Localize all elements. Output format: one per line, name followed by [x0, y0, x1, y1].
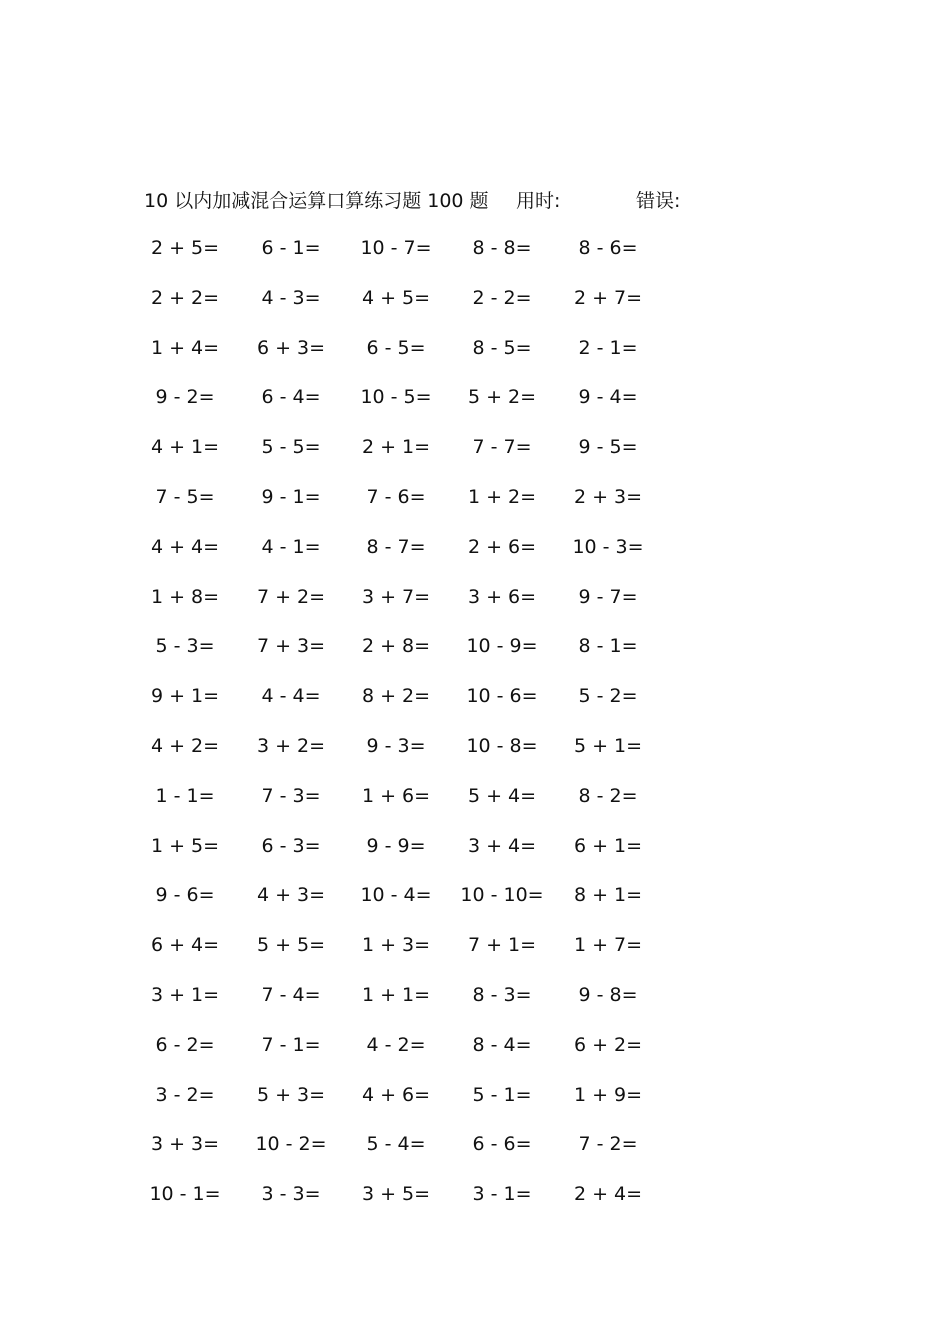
- problem-cell: 8 - 6=: [578, 237, 638, 259]
- problem-cell: 9 - 9=: [366, 834, 426, 857]
- problem-cell: 9 - 5=: [578, 436, 638, 459]
- problem-cell: 8 + 2=: [361, 685, 431, 708]
- problem-cell: 9 + 1=: [150, 685, 220, 708]
- problem-cell: 4 - 3=: [261, 286, 321, 309]
- problem-row: [0, 1180, 950, 1230]
- problem-cell: 3 + 4=: [467, 834, 537, 857]
- problem-cell: 6 - 4=: [261, 386, 321, 409]
- problem-cell: 9 - 7=: [578, 585, 638, 608]
- problem-cell: 6 - 3=: [261, 834, 321, 857]
- problem-row: [0, 881, 950, 931]
- problem-cell: 6 - 2=: [155, 1033, 215, 1056]
- problem-cell: 10 - 8=: [466, 734, 538, 757]
- problem-cell: 9 - 8=: [578, 983, 638, 1006]
- problem-row: [0, 284, 950, 334]
- problem-cell: 4 + 5=: [361, 286, 431, 309]
- problem-cell: 2 + 6=: [467, 535, 537, 558]
- problem-cell: 8 - 1=: [578, 635, 638, 658]
- problem-cell: 9 - 4=: [578, 386, 638, 409]
- problem-cell: 6 - 5=: [366, 336, 426, 359]
- problem-cell: 7 - 6=: [366, 485, 426, 508]
- problem-cell: 3 + 5=: [361, 1183, 431, 1206]
- problem-cell: 1 + 6=: [361, 784, 431, 807]
- problem-cell: 3 + 7=: [361, 585, 431, 608]
- problem-row: [0, 981, 950, 1031]
- problem-cell: 8 - 8=: [472, 237, 532, 259]
- problem-cell: 1 + 8=: [150, 585, 220, 608]
- problem-cell: 8 - 4=: [472, 1033, 532, 1056]
- problem-cell: 3 + 1=: [150, 983, 220, 1006]
- problem-row: [0, 832, 950, 882]
- problem-cell: 1 + 3=: [361, 934, 431, 957]
- time-label: 用时:: [516, 190, 561, 212]
- problem-cell: 1 + 4=: [150, 336, 220, 359]
- problem-grid: [0, 234, 950, 1230]
- problem-cell: 3 + 2=: [256, 734, 326, 757]
- problem-cell: 10 - 7=: [360, 237, 432, 259]
- problem-row: [0, 383, 950, 433]
- problem-cell: 5 + 2=: [467, 386, 537, 409]
- problem-cell: 2 + 7=: [573, 286, 643, 309]
- problem-row: [0, 682, 950, 732]
- problem-row: [0, 483, 950, 533]
- worksheet-title: 10 以内加减混合运算口算练习题 100 题: [144, 190, 489, 212]
- problem-cell: 7 - 2=: [578, 1133, 638, 1156]
- problem-row: [0, 782, 950, 832]
- problem-cell: 1 - 1=: [155, 784, 215, 807]
- problem-row: [0, 1130, 950, 1180]
- problem-cell: 10 - 10=: [460, 884, 544, 907]
- problem-cell: 6 + 4=: [150, 934, 220, 957]
- problem-cell: 6 + 1=: [573, 834, 643, 857]
- problem-cell: 5 - 4=: [366, 1133, 426, 1156]
- errors-label: 错误:: [636, 190, 681, 212]
- problem-cell: 4 - 2=: [366, 1033, 426, 1056]
- problem-cell: 3 - 3=: [261, 1183, 321, 1206]
- problem-cell: 8 - 2=: [578, 784, 638, 807]
- problem-cell: 10 - 4=: [360, 884, 432, 907]
- problem-cell: 7 + 1=: [467, 934, 537, 957]
- problem-row: [0, 632, 950, 682]
- problem-cell: 7 - 3=: [261, 784, 321, 807]
- problem-row: [0, 583, 950, 633]
- problem-cell: 2 - 1=: [578, 336, 638, 359]
- problem-cell: 5 - 3=: [155, 635, 215, 658]
- problem-cell: 9 - 1=: [261, 485, 321, 508]
- problem-cell: 6 - 6=: [472, 1133, 532, 1156]
- problem-row: [0, 1031, 950, 1081]
- problem-cell: 9 - 2=: [155, 386, 215, 409]
- problem-cell: 8 + 1=: [573, 884, 643, 907]
- problem-cell: 8 - 3=: [472, 983, 532, 1006]
- problem-cell: 7 + 3=: [256, 635, 326, 658]
- problem-row: [0, 732, 950, 782]
- problem-cell: 5 - 2=: [578, 685, 638, 708]
- problem-cell: 8 - 5=: [472, 336, 532, 359]
- problem-cell: 6 + 3=: [256, 336, 326, 359]
- problem-cell: 10 - 6=: [466, 685, 538, 708]
- problem-cell: 5 + 4=: [467, 784, 537, 807]
- problem-cell: 2 + 8=: [361, 635, 431, 658]
- problem-cell: 5 + 5=: [256, 934, 326, 957]
- problem-cell: 7 - 1=: [261, 1033, 321, 1056]
- problem-row: [0, 334, 950, 384]
- problem-cell: 8 - 7=: [366, 535, 426, 558]
- problem-row: [0, 234, 950, 284]
- problem-cell: 5 + 1=: [573, 734, 643, 757]
- problem-cell: 9 - 3=: [366, 734, 426, 757]
- problem-cell: 1 + 9=: [573, 1083, 643, 1106]
- problem-cell: 7 - 4=: [261, 983, 321, 1006]
- problem-cell: 9 - 6=: [155, 884, 215, 907]
- problem-cell: 2 + 5=: [150, 237, 220, 259]
- problem-cell: 10 - 9=: [466, 635, 538, 658]
- problem-cell: 5 - 1=: [472, 1083, 532, 1106]
- problem-cell: 6 + 2=: [573, 1033, 643, 1056]
- problem-cell: 5 + 3=: [256, 1083, 326, 1106]
- problem-cell: 7 - 5=: [155, 485, 215, 508]
- problem-cell: 2 + 1=: [361, 436, 431, 459]
- problem-cell: 1 + 7=: [573, 934, 643, 957]
- problem-cell: 3 + 3=: [150, 1133, 220, 1156]
- problem-cell: 5 - 5=: [261, 436, 321, 459]
- problem-cell: 4 + 2=: [150, 734, 220, 757]
- problem-cell: 1 + 1=: [361, 983, 431, 1006]
- problem-cell: 2 + 2=: [150, 286, 220, 309]
- problem-cell: 3 + 6=: [467, 585, 537, 608]
- problem-cell: 2 + 4=: [573, 1183, 643, 1206]
- problem-cell: 4 + 3=: [256, 884, 326, 907]
- problem-cell: 3 - 2=: [155, 1083, 215, 1106]
- problem-row: [0, 1081, 950, 1131]
- problem-cell: 4 + 4=: [150, 535, 220, 558]
- problem-cell: 4 - 4=: [261, 685, 321, 708]
- problem-cell: 4 + 1=: [150, 436, 220, 459]
- problem-row: [0, 433, 950, 483]
- problem-cell: 2 - 2=: [472, 286, 532, 309]
- problem-cell: 1 + 5=: [150, 834, 220, 857]
- problem-cell: 4 + 6=: [361, 1083, 431, 1106]
- problem-cell: 7 + 2=: [256, 585, 326, 608]
- problem-cell: 10 - 2=: [255, 1133, 327, 1156]
- problem-cell: 6 - 1=: [261, 237, 321, 259]
- problem-cell: 1 + 2=: [467, 485, 537, 508]
- problem-cell: 3 - 1=: [472, 1183, 532, 1206]
- problem-cell: 7 - 7=: [472, 436, 532, 459]
- problem-cell: 4 - 1=: [261, 535, 321, 558]
- problem-cell: 10 - 5=: [360, 386, 432, 409]
- problem-row: [0, 931, 950, 981]
- problem-row: [0, 533, 950, 583]
- problem-cell: 2 + 3=: [573, 485, 643, 508]
- problem-cell: 10 - 3=: [572, 535, 644, 558]
- problem-cell: 10 - 1=: [149, 1183, 221, 1206]
